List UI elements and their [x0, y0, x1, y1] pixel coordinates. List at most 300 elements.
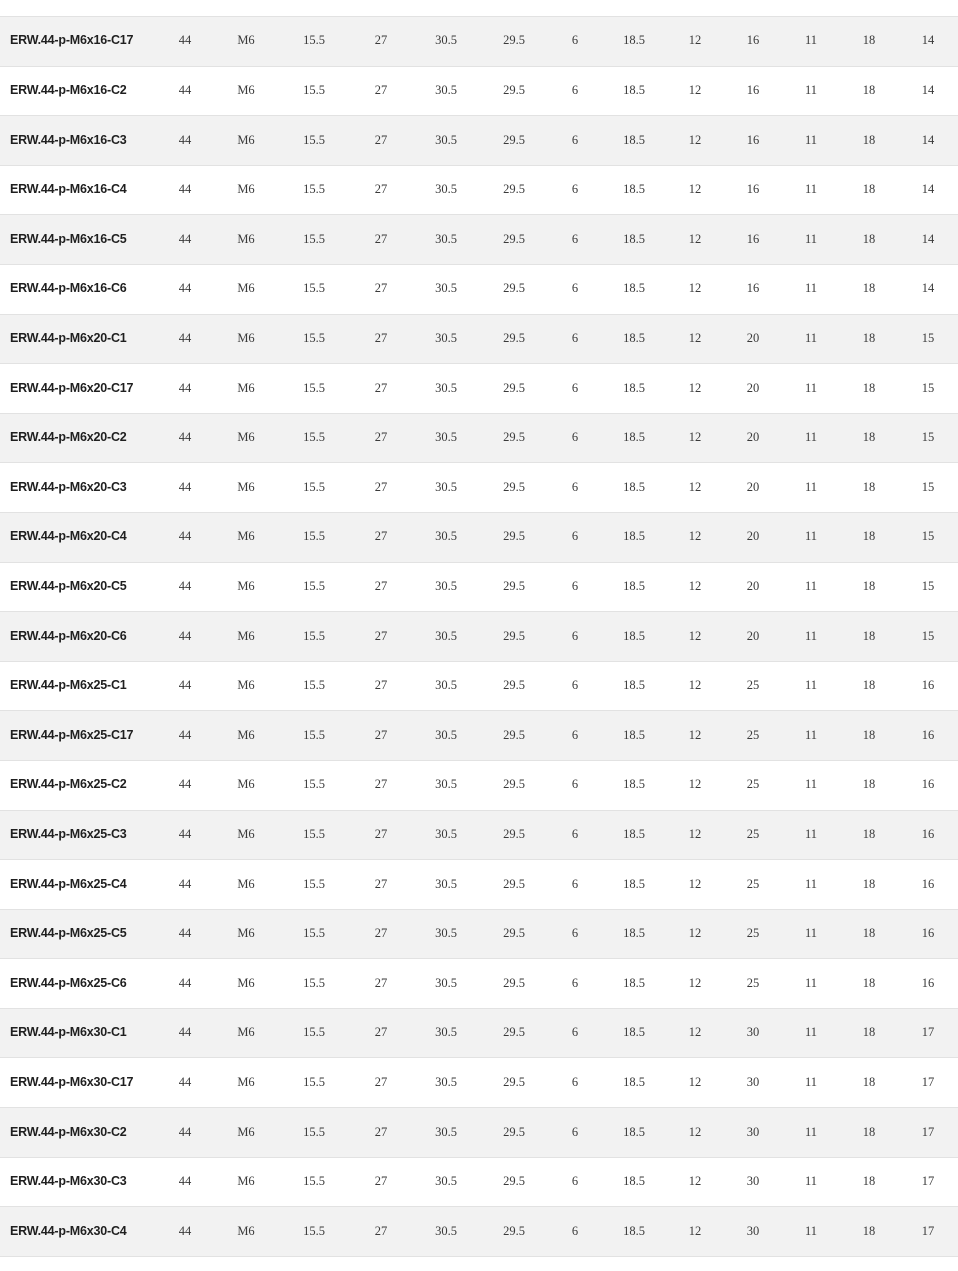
cell-b: 27: [350, 413, 412, 463]
cell-l: 44: [156, 760, 214, 810]
cell-i: 11: [782, 1207, 840, 1257]
cell-part-number: ERW.44-p-M6x30-C2: [0, 1108, 156, 1158]
cell-a: 15.5: [278, 413, 350, 463]
cell-a: 15.5: [278, 711, 350, 761]
cell-a: 15.5: [278, 1058, 350, 1108]
cell-d: 29.5: [480, 215, 548, 265]
cell-k: [898, 0, 958, 17]
cell-c: 30.5: [412, 1108, 480, 1158]
table-row: [0, 0, 958, 17]
cell-part-number: ERW.44-p-M6x25-C6: [0, 959, 156, 1009]
table-row: [0, 959, 958, 1009]
cell-f: 18.5: [602, 314, 666, 364]
cell-i: 11: [782, 66, 840, 116]
cell-k: 15: [898, 364, 958, 414]
cell-j: 18: [840, 116, 898, 166]
cell-k: 15: [898, 463, 958, 513]
table-row: [0, 413, 958, 463]
cell-thread: M6: [214, 1058, 278, 1108]
cell-j: 18: [840, 810, 898, 860]
cell-g: 12: [666, 165, 724, 215]
table-row: [0, 810, 958, 860]
cell-a: 15.5: [278, 463, 350, 513]
cell-b: 27: [350, 612, 412, 662]
cell-k: 15: [898, 512, 958, 562]
cell-e: 6: [548, 165, 602, 215]
cell-j: 18: [840, 314, 898, 364]
cell-e: 6: [548, 413, 602, 463]
cell-h: 25: [724, 711, 782, 761]
table-row: [0, 1008, 958, 1058]
cell-i: 11: [782, 562, 840, 612]
cell-a: 15.5: [278, 860, 350, 910]
cell-i: 11: [782, 17, 840, 67]
cell-i: 11: [782, 1058, 840, 1108]
cell-c: 30.5: [412, 810, 480, 860]
cell-k: 17: [898, 1157, 958, 1207]
cell-e: 6: [548, 562, 602, 612]
cell-e: 6: [548, 463, 602, 513]
cell-g: 12: [666, 760, 724, 810]
cell-k: 16: [898, 760, 958, 810]
cell-b: 27: [350, 1108, 412, 1158]
cell-f: 18.5: [602, 959, 666, 1009]
cell-a: 15.5: [278, 661, 350, 711]
cell-f: 18.5: [602, 1207, 666, 1257]
cell-j: 18: [840, 66, 898, 116]
cell-h: 30: [724, 1207, 782, 1257]
cell-part-number: ERW.44-p-M6x25-C2: [0, 760, 156, 810]
cell-j: 18: [840, 959, 898, 1009]
cell-j: 18: [840, 215, 898, 265]
cell-g: 12: [666, 661, 724, 711]
cell-c: 30.5: [412, 1207, 480, 1257]
cell-k: 16: [898, 711, 958, 761]
cell-thread: M6: [214, 1008, 278, 1058]
cell-e: 6: [548, 760, 602, 810]
cell-a: [278, 0, 350, 17]
cell-d: 29.5: [480, 512, 548, 562]
cell-thread: M6: [214, 215, 278, 265]
cell-c: 30.5: [412, 562, 480, 612]
cell-h: 30: [724, 1058, 782, 1108]
cell-k: 17: [898, 1207, 958, 1257]
cell-part-number: ERW.44-p-M6x25-C17: [0, 711, 156, 761]
cell-thread: M6: [214, 1207, 278, 1257]
cell-h: 25: [724, 661, 782, 711]
cell-part-number: ERW.44-p-M6x30-C1: [0, 1008, 156, 1058]
table-row: [0, 661, 958, 711]
cell-k: 15: [898, 413, 958, 463]
cell-i: 11: [782, 612, 840, 662]
cell-h: 16: [724, 17, 782, 67]
cell-thread: M6: [214, 512, 278, 562]
cell-l: 44: [156, 364, 214, 414]
table-row: [0, 711, 958, 761]
cell-thread: M6: [214, 909, 278, 959]
cell-part-number: ERW.44-p-M6x20-C17: [0, 364, 156, 414]
cell-c: 30.5: [412, 711, 480, 761]
cell-d: 29.5: [480, 909, 548, 959]
cell-d: 29.5: [480, 860, 548, 910]
cell-part-number: ERW.44-p-M6x16-C5: [0, 215, 156, 265]
cell-a: 15.5: [278, 1207, 350, 1257]
cell-c: 30.5: [412, 1157, 480, 1207]
cell-thread: M6: [214, 760, 278, 810]
cell-k: 16: [898, 909, 958, 959]
cell-part-number: ERW.44-p-M6x30-C4: [0, 1207, 156, 1257]
cell-h: 16: [724, 116, 782, 166]
cell-i: 11: [782, 215, 840, 265]
cell-c: 30.5: [412, 364, 480, 414]
cell-a: 15.5: [278, 264, 350, 314]
cell-thread: M6: [214, 116, 278, 166]
table-row: [0, 165, 958, 215]
cell-j: 18: [840, 860, 898, 910]
cell-g: 12: [666, 66, 724, 116]
cell-i: 11: [782, 1157, 840, 1207]
cell-j: 18: [840, 17, 898, 67]
cell-k: 17: [898, 1058, 958, 1108]
cell-l: 44: [156, 314, 214, 364]
cell-l: 44: [156, 1157, 214, 1207]
cell-thread: M6: [214, 463, 278, 513]
cell-thread: M6: [214, 562, 278, 612]
cell-l: 44: [156, 165, 214, 215]
cell-e: 6: [548, 1058, 602, 1108]
cell-j: 18: [840, 1108, 898, 1158]
cell-c: 30.5: [412, 66, 480, 116]
cell-j: 18: [840, 612, 898, 662]
cell-d: 29.5: [480, 1157, 548, 1207]
cell-a: 15.5: [278, 364, 350, 414]
cell-f: [602, 0, 666, 17]
cell-g: 12: [666, 413, 724, 463]
cell-j: 18: [840, 364, 898, 414]
table-row: [0, 1157, 958, 1207]
cell-b: 27: [350, 364, 412, 414]
cell-c: 30.5: [412, 463, 480, 513]
cell-part-number: ERW.44-p-M6x16-C4: [0, 165, 156, 215]
cell-a: 15.5: [278, 66, 350, 116]
cell-d: 29.5: [480, 711, 548, 761]
cell-a: 15.5: [278, 612, 350, 662]
cell-b: 27: [350, 860, 412, 910]
cell-j: 18: [840, 1008, 898, 1058]
cell-e: 6: [548, 512, 602, 562]
cell-e: 6: [548, 1108, 602, 1158]
cell-d: 29.5: [480, 364, 548, 414]
cell-d: 29.5: [480, 810, 548, 860]
cell-f: 18.5: [602, 1157, 666, 1207]
table-row: [0, 1207, 958, 1257]
cell-e: 6: [548, 612, 602, 662]
table-row: [0, 66, 958, 116]
cell-l: 44: [156, 215, 214, 265]
cell-g: 12: [666, 512, 724, 562]
cell-f: 18.5: [602, 562, 666, 612]
cell-g: 12: [666, 711, 724, 761]
cell-f: 18.5: [602, 215, 666, 265]
cell-k: 15: [898, 314, 958, 364]
cell-d: 29.5: [480, 612, 548, 662]
cell-f: 18.5: [602, 860, 666, 910]
cell-e: 6: [548, 116, 602, 166]
cell-e: 6: [548, 66, 602, 116]
cell-l: 44: [156, 612, 214, 662]
cell-h: 16: [724, 165, 782, 215]
cell-h: 20: [724, 364, 782, 414]
cell-d: 29.5: [480, 661, 548, 711]
cell-j: 18: [840, 661, 898, 711]
table-row: [0, 215, 958, 265]
cell-i: [782, 0, 840, 17]
table-row: [0, 1058, 958, 1108]
cell-c: 30.5: [412, 860, 480, 910]
cell-h: 30: [724, 1008, 782, 1058]
cell-h: 16: [724, 66, 782, 116]
table-row: [0, 116, 958, 166]
cell-j: 18: [840, 1157, 898, 1207]
cell-i: 11: [782, 463, 840, 513]
cell-d: 29.5: [480, 314, 548, 364]
cell-part-number: ERW.44-p-M6x16-C6: [0, 264, 156, 314]
cell-part-number: [0, 0, 156, 17]
cell-b: 27: [350, 1008, 412, 1058]
cell-a: 15.5: [278, 116, 350, 166]
cell-l: 44: [156, 562, 214, 612]
cell-e: 6: [548, 860, 602, 910]
cell-a: 15.5: [278, 1108, 350, 1158]
cell-f: 18.5: [602, 612, 666, 662]
cell-h: 25: [724, 909, 782, 959]
cell-f: 18.5: [602, 364, 666, 414]
cell-i: 11: [782, 512, 840, 562]
cell-part-number: ERW.44-p-M6x25-C5: [0, 909, 156, 959]
cell-thread: M6: [214, 860, 278, 910]
cell-h: 20: [724, 512, 782, 562]
cell-f: 18.5: [602, 1058, 666, 1108]
cell-l: 44: [156, 264, 214, 314]
cell-g: 12: [666, 810, 724, 860]
cell-d: 29.5: [480, 165, 548, 215]
cell-l: [156, 0, 214, 17]
cell-i: 11: [782, 413, 840, 463]
cell-i: 11: [782, 760, 840, 810]
cell-l: 44: [156, 17, 214, 67]
cell-thread: M6: [214, 66, 278, 116]
cell-b: 27: [350, 215, 412, 265]
cell-d: 29.5: [480, 413, 548, 463]
cell-g: [666, 0, 724, 17]
table-row: [0, 264, 958, 314]
cell-i: 11: [782, 810, 840, 860]
cell-e: 6: [548, 661, 602, 711]
cell-c: 30.5: [412, 959, 480, 1009]
cell-d: 29.5: [480, 760, 548, 810]
cell-f: 18.5: [602, 17, 666, 67]
cell-k: 14: [898, 215, 958, 265]
cell-k: 15: [898, 562, 958, 612]
cell-thread: M6: [214, 1157, 278, 1207]
cell-a: 15.5: [278, 17, 350, 67]
cell-i: 11: [782, 364, 840, 414]
cell-j: 18: [840, 1207, 898, 1257]
cell-g: 12: [666, 264, 724, 314]
cell-part-number: ERW.44-p-M6x25-C4: [0, 860, 156, 910]
cell-i: 11: [782, 860, 840, 910]
cell-h: 30: [724, 1157, 782, 1207]
cell-a: 15.5: [278, 1157, 350, 1207]
cell-l: 44: [156, 116, 214, 166]
cell-k: 16: [898, 959, 958, 1009]
cell-d: 29.5: [480, 1207, 548, 1257]
cell-k: 15: [898, 612, 958, 662]
cell-b: 27: [350, 1058, 412, 1108]
cell-f: 18.5: [602, 711, 666, 761]
cell-c: 30.5: [412, 760, 480, 810]
cell-c: 30.5: [412, 909, 480, 959]
cell-c: 30.5: [412, 165, 480, 215]
cell-l: 44: [156, 711, 214, 761]
cell-d: 29.5: [480, 66, 548, 116]
cell-thread: M6: [214, 413, 278, 463]
cell-b: 27: [350, 661, 412, 711]
cell-a: 15.5: [278, 1008, 350, 1058]
cell-l: 44: [156, 1058, 214, 1108]
cell-h: 20: [724, 562, 782, 612]
cell-c: 30.5: [412, 264, 480, 314]
table-row: [0, 364, 958, 414]
cell-g: 12: [666, 612, 724, 662]
cell-f: 18.5: [602, 1008, 666, 1058]
cell-h: 25: [724, 959, 782, 1009]
cell-k: 17: [898, 1008, 958, 1058]
cell-h: 20: [724, 463, 782, 513]
cell-j: [840, 0, 898, 17]
cell-b: 27: [350, 314, 412, 364]
cell-thread: M6: [214, 264, 278, 314]
cell-f: 18.5: [602, 512, 666, 562]
cell-g: 12: [666, 1108, 724, 1158]
cell-b: 27: [350, 165, 412, 215]
cell-l: 44: [156, 1207, 214, 1257]
cell-e: 6: [548, 909, 602, 959]
table-row: [0, 314, 958, 364]
cell-c: 30.5: [412, 661, 480, 711]
cell-part-number: ERW.44-p-M6x16-C2: [0, 66, 156, 116]
cell-thread: M6: [214, 959, 278, 1009]
cell-g: 12: [666, 909, 724, 959]
cell-k: 14: [898, 116, 958, 166]
cell-part-number: ERW.44-p-M6x16-C17: [0, 17, 156, 67]
cell-l: 44: [156, 661, 214, 711]
cell-thread: M6: [214, 711, 278, 761]
cell-j: 18: [840, 512, 898, 562]
cell-c: 30.5: [412, 1058, 480, 1108]
cell-g: 12: [666, 215, 724, 265]
cell-l: 44: [156, 1008, 214, 1058]
cell-a: 15.5: [278, 314, 350, 364]
cell-f: 18.5: [602, 760, 666, 810]
cell-g: 12: [666, 860, 724, 910]
cell-h: 25: [724, 860, 782, 910]
cell-c: 30.5: [412, 612, 480, 662]
cell-e: 6: [548, 810, 602, 860]
cell-k: 14: [898, 165, 958, 215]
cell-j: 18: [840, 264, 898, 314]
cell-part-number: ERW.44-p-M6x16-C3: [0, 116, 156, 166]
cell-c: 30.5: [412, 116, 480, 166]
cell-part-number: ERW.44-p-M6x20-C3: [0, 463, 156, 513]
cell-a: 15.5: [278, 909, 350, 959]
cell-a: 15.5: [278, 165, 350, 215]
table-row: [0, 612, 958, 662]
cell-b: 27: [350, 760, 412, 810]
cell-d: 29.5: [480, 463, 548, 513]
cell-part-number: ERW.44-p-M6x20-C4: [0, 512, 156, 562]
cell-a: 15.5: [278, 512, 350, 562]
cell-part-number: ERW.44-p-M6x25-C1: [0, 661, 156, 711]
cell-part-number: ERW.44-p-M6x25-C3: [0, 810, 156, 860]
cell-c: [412, 0, 480, 17]
cell-i: 11: [782, 1108, 840, 1158]
cell-l: 44: [156, 909, 214, 959]
cell-b: [350, 0, 412, 17]
cell-i: 11: [782, 959, 840, 1009]
cell-f: 18.5: [602, 909, 666, 959]
cell-g: 12: [666, 959, 724, 1009]
cell-g: 12: [666, 1008, 724, 1058]
cell-c: 30.5: [412, 17, 480, 67]
cell-thread: M6: [214, 810, 278, 860]
cell-c: 30.5: [412, 314, 480, 364]
cell-j: 18: [840, 1058, 898, 1108]
cell-h: 30: [724, 1108, 782, 1158]
cell-e: 6: [548, 314, 602, 364]
cell-d: [480, 0, 548, 17]
cell-h: 20: [724, 314, 782, 364]
cell-a: 15.5: [278, 959, 350, 1009]
cell-part-number: ERW.44-p-M6x20-C1: [0, 314, 156, 364]
cell-f: 18.5: [602, 1108, 666, 1158]
cell-i: 11: [782, 165, 840, 215]
cell-d: 29.5: [480, 264, 548, 314]
cell-d: 29.5: [480, 959, 548, 1009]
cell-b: 27: [350, 512, 412, 562]
cell-thread: [214, 0, 278, 17]
cell-a: 15.5: [278, 215, 350, 265]
cell-j: 18: [840, 562, 898, 612]
cell-k: 16: [898, 860, 958, 910]
cell-g: 12: [666, 116, 724, 166]
cell-e: 6: [548, 711, 602, 761]
cell-g: 12: [666, 1157, 724, 1207]
cell-e: 6: [548, 1157, 602, 1207]
cell-k: 16: [898, 810, 958, 860]
cell-g: 12: [666, 1207, 724, 1257]
cell-j: 18: [840, 165, 898, 215]
cell-c: 30.5: [412, 215, 480, 265]
cell-k: 14: [898, 264, 958, 314]
cell-k: 16: [898, 661, 958, 711]
cell-part-number: ERW.44-p-M6x20-C5: [0, 562, 156, 612]
cell-part-number: ERW.44-p-M6x30-C3: [0, 1157, 156, 1207]
cell-f: 18.5: [602, 661, 666, 711]
cell-e: 6: [548, 1207, 602, 1257]
table-row: [0, 860, 958, 910]
cell-part-number: ERW.44-p-M6x20-C6: [0, 612, 156, 662]
